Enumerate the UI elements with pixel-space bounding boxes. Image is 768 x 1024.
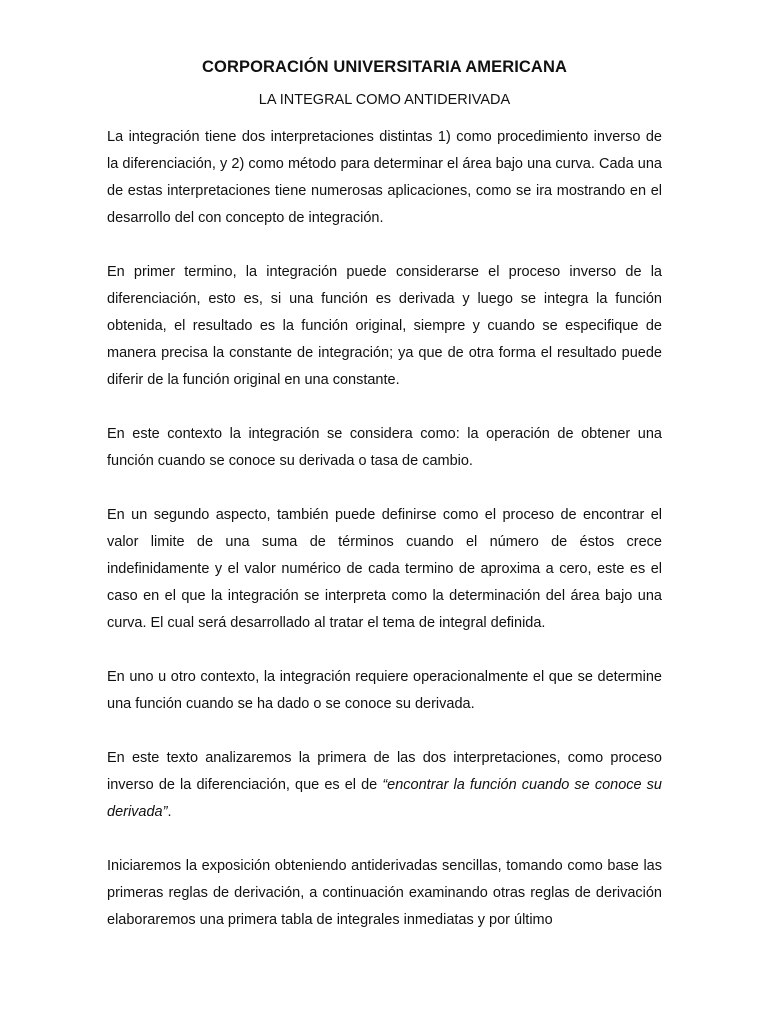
document-page <box>107 56 662 934</box>
paragraph-5: En uno u otro contexto, la integración requiere operacionalmente el que se determine una función cuando se ha dado o se conoce su derivada. <box>107 669 662 712</box>
paragraph-6-quote: “encontrar la función cuando se conoce su derivada” <box>107 777 662 820</box>
document-title: LA INTEGRAL COMO ANTIDERIVADA <box>258 92 511 108</box>
paragraph-6 <box>107 745 662 826</box>
paragraph-7: Iniciaremos la exposición obteniendo antiderivadas sencillas, tomando como base las primeras reglas de derivación, a continuación examinando otras reglas de derivación elaboraremos una primera tabla de integrales inmediatas y por último <box>107 858 662 928</box>
paragraph-6-end: . <box>167 804 172 820</box>
institution-heading: CORPORACIÓN UNIVERSITARIA AMERICANA <box>202 58 567 76</box>
paragraph-3: En este contexto la integración se considera como: la operación de obtener una función cuando se conoce su derivada o tasa de cambio. <box>107 426 662 469</box>
paragraph-1: La integración tiene dos interpretaciones distintas 1) como procedimiento inverso de la diferenciación, y 2) como método para determinar el área bajo una curva. Cada una de estas interpretaciones tiene numerosas aplicaciones, como se ira mostrando en el desarrollo del con concepto de integración. <box>107 129 662 226</box>
paragraph-6-text: En este texto analizaremos la primera de las dos interpretaciones, como proceso inverso de la diferenciación, que es el de <box>107 750 662 793</box>
paragraph-4: En un segundo aspecto, también puede definirse como el proceso de encontrar el valor limite de una suma de términos cuando el número de éstos crece indefinidamente y el valor numérico de cada termino de aproxima a cero, este es el caso en el que la integración se interpreta como la determinación del área bajo una curva. El cual será desarrollado al tratar el tema de integral definida. <box>107 507 662 631</box>
paragraph-2: En primer termino, la integración puede considerarse el proceso inverso de la diferenciación, esto es, si una función es derivada y luego se integra la función obtenida, el resultado es la función original, siempre y cuando se especifique de manera precisa la constante de integración; ya que de otra forma el resultado puede diferir de la función original en una constante. <box>107 264 662 388</box>
